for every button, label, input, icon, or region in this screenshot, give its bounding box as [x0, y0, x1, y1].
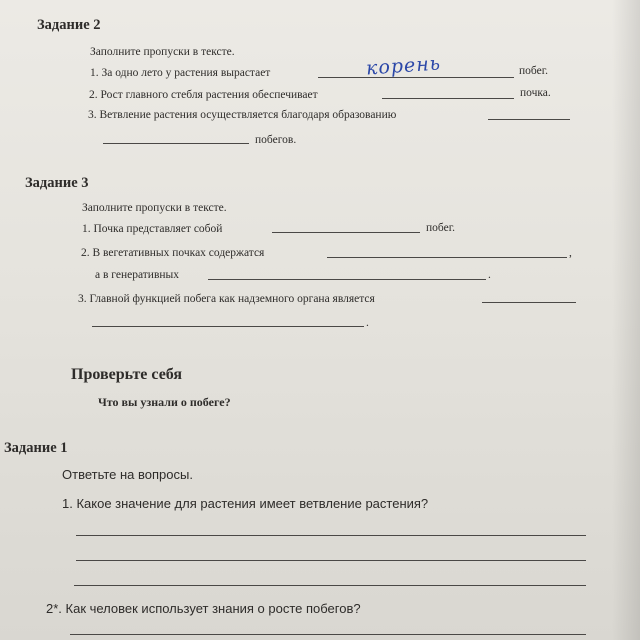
task3-item2-period: . — [488, 269, 491, 281]
task3-item1-blank[interactable] — [272, 232, 420, 233]
page-edge-shadow — [612, 0, 640, 640]
answer-line-4[interactable] — [70, 634, 586, 635]
task1-question-1: 1. Какое значение для растения имеет ветвление растения? — [62, 496, 429, 511]
task2-item3-blank[interactable] — [488, 119, 570, 120]
task2-item3-blank-2[interactable] — [103, 143, 249, 144]
task3-item1-end: побег. — [426, 222, 456, 234]
task2-item1-blank[interactable] — [318, 77, 514, 78]
task1-title: Задание 1 — [4, 440, 68, 456]
task2-item1-text: 1. За одно лето у растения вырастает — [90, 67, 271, 79]
task2-item1-end: побег. — [519, 65, 549, 77]
check-yourself-subtitle: Что вы узнали о побеге? — [98, 395, 231, 409]
task3-item2-text: 2. В вегетативных почках содержатся — [81, 247, 265, 259]
task2-item2-blank[interactable] — [382, 98, 514, 99]
task3-item3-text: 3. Главной функцией побега как надземного органа является — [78, 293, 375, 305]
task3-item2-blank[interactable] — [327, 257, 567, 258]
task3-instruction: Заполните пропуски в тексте. — [82, 202, 227, 214]
answer-line-2[interactable] — [76, 560, 586, 561]
task3-item2-comma: , — [569, 247, 572, 259]
task2-title: Задание 2 — [37, 17, 101, 33]
task3-item3-period: . — [366, 317, 369, 329]
task2-item3-end: побегов. — [255, 134, 297, 146]
check-yourself-title: Проверьте себя — [71, 366, 183, 383]
task3-title: Задание 3 — [25, 175, 89, 191]
task2-item2-text: 2. Рост главного стебля растения обеспечивает — [89, 89, 318, 101]
task3-item2-blank-2[interactable] — [208, 279, 486, 280]
task3-item3-blank-2[interactable] — [92, 326, 364, 327]
answer-line-1[interactable] — [76, 535, 586, 536]
task2-item1-handwritten-answer: корень — [365, 52, 442, 80]
task3-item1-text: 1. Почка представляет собой — [82, 223, 223, 235]
task1-question-2: 2*. Как человек использует знания о росте побегов? — [46, 601, 361, 616]
task2-instruction: Заполните пропуски в тексте. — [90, 46, 235, 58]
task2-item3-text: 3. Ветвление растения осуществляется благодаря образованию — [88, 109, 397, 121]
task3-item3-blank[interactable] — [482, 302, 576, 303]
task2-item2-end: почка. — [520, 87, 551, 99]
task1-instruction: Ответьте на вопросы. — [62, 467, 193, 482]
task3-item2-cont: а в генеративных — [95, 269, 180, 281]
answer-line-3[interactable] — [74, 585, 586, 586]
